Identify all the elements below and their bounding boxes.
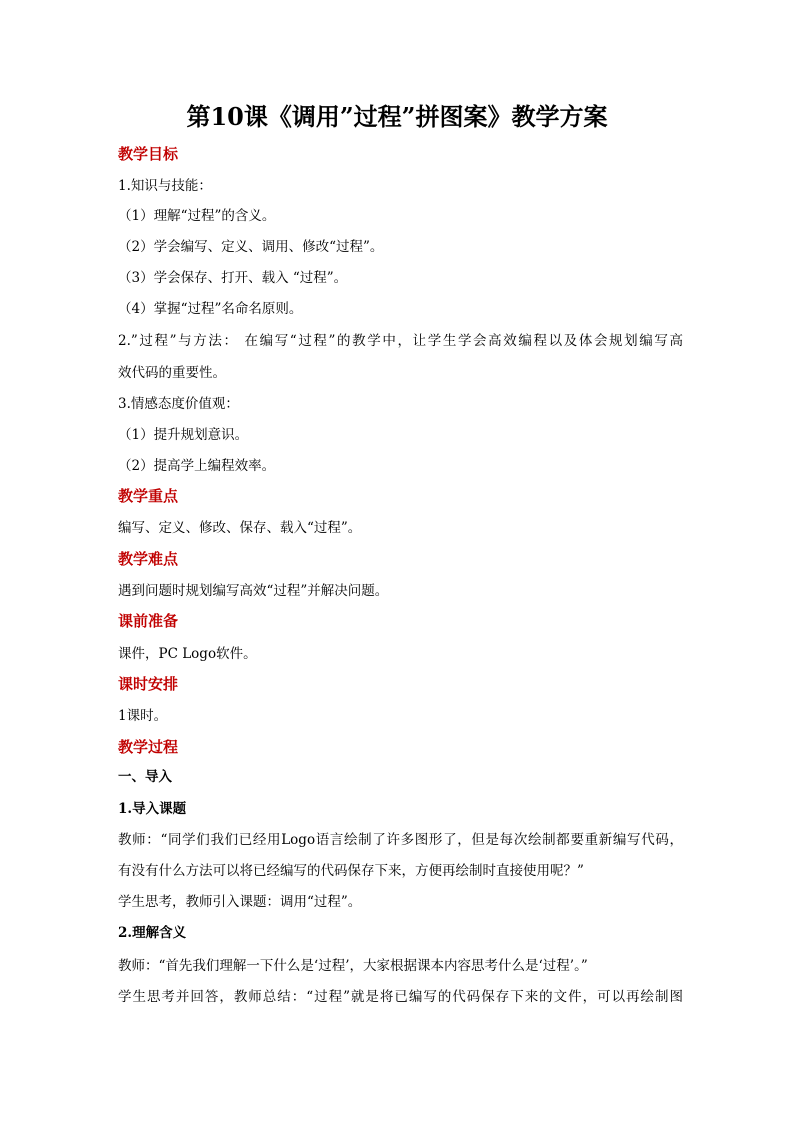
process-step-2-title: 2.理解含义 [118,925,187,941]
process-step-1-line-1: 教师：“同学们我们已经用Logo语言绘制了许多图形了，但是每次绘制都要重新编写代码， [118,832,683,848]
goals-knowledge-label: 1.知识与技能： [118,178,212,194]
process-step-1-line-2: 有没有什么方法可以将已经编写的代码保存下来，方便再绘制时直接使用呢？” [118,863,584,879]
process-step-1-line-3: 学生思考，教师引入课题：调用“过程”。 [118,894,362,910]
process-step-1-title: 1.导入课题 [118,801,187,817]
key-points-text: 编写、定义、修改、保存、载入“过程”。 [118,520,362,536]
schedule-text: 1课时。 [118,708,168,724]
heading-difficulties: 教学难点 [118,550,179,568]
heading-schedule: 课时安排 [118,675,179,693]
goals-attitude-item-2: （2）提高学上编程效率。 [118,458,276,474]
goals-knowledge-item-1: （1）理解“过程”的含义。 [118,208,276,224]
goals-attitude-label: 3.情感态度价值观： [118,396,239,412]
preparation-text: 课件，PC Logo软件。 [118,646,257,662]
goals-knowledge-item-4: （4）掌握“过程”名命名原则。 [118,301,303,317]
goals-process-line-2: 效代码的重要性。 [118,365,226,381]
heading-key-points: 教学重点 [118,487,179,505]
process-step-2-line-2: 学生思考并回答，教师总结：“过程”就是将已编写的代码保存下来的文件，可以再绘制图 [118,989,683,1005]
process-part-1: 一、导入 [118,769,172,785]
goals-knowledge-item-2: （2）学会编写、定义、调用、修改“过程”。 [118,239,384,255]
goals-attitude-item-1: （1）提升规划意识。 [118,427,249,443]
goals-knowledge-item-3: （3）学会保存、打开、载入 “过程”。 [118,270,348,286]
difficulties-text: 遇到问题时规划编写高效“过程”并解决问题。 [118,583,389,599]
heading-goals: 教学目标 [118,145,179,163]
process-step-2-line-1: 教师：“首先我们理解一下什么是‘过程’，大家根据课本内容思考什么是‘过程’。” [118,958,588,974]
heading-process: 教学过程 [118,738,179,756]
heading-preparation: 课前准备 [118,612,179,630]
goals-process-line-1: 2.”过程”与方法： 在编写“过程”的教学中，让学生学会高效编程以及体会规划编写高 [118,333,683,349]
page-title: 第10课《调用”过程”拼图案》教学方案 [186,102,608,131]
